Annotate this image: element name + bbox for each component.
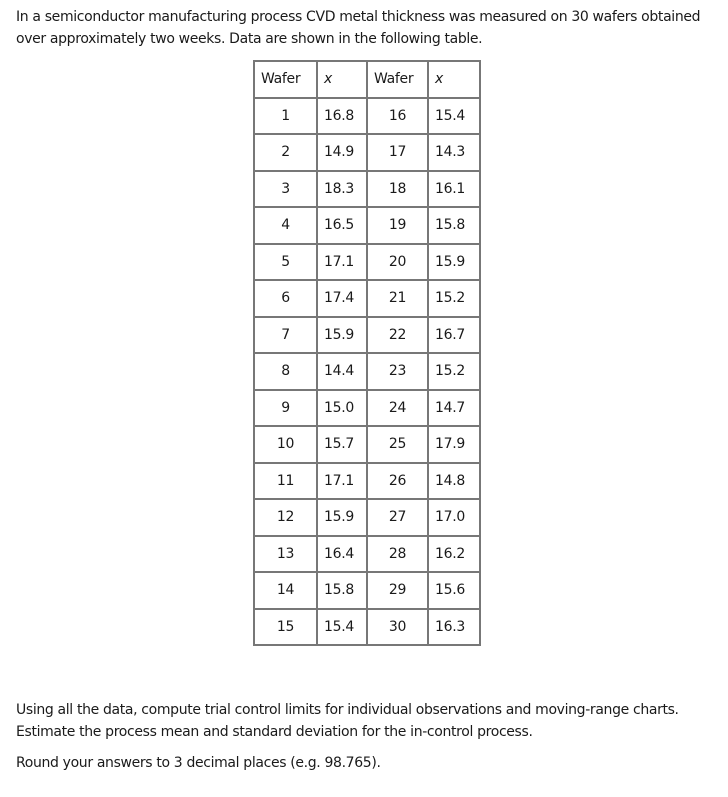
wafer-cell: 20 — [367, 244, 428, 281]
thickness-cell: 15.4 — [317, 609, 367, 646]
wafer-cell: 10 — [254, 426, 317, 463]
thickness-cell: 17.0 — [428, 499, 480, 536]
wafer-cell: 25 — [367, 426, 428, 463]
thickness-cell: 15.0 — [317, 390, 367, 427]
thickness-cell: 15.4 — [428, 98, 480, 135]
rounding-instruction: Round your answers to 3 decimal places (e.g. 98.765). — [16, 755, 381, 771]
table-row — [254, 426, 480, 463]
thickness-cell: 14.3 — [428, 134, 480, 171]
wafer-cell: 7 — [254, 317, 317, 354]
thickness-cell: 14.8 — [428, 463, 480, 500]
table-header-row — [254, 61, 480, 98]
thickness-cell: 17.4 — [317, 280, 367, 317]
thickness-cell: 16.5 — [317, 207, 367, 244]
thickness-cell: 15.9 — [428, 244, 480, 281]
thickness-cell: 15.2 — [428, 280, 480, 317]
header-wafer: Wafer — [254, 61, 317, 98]
table-row — [254, 134, 480, 171]
wafer-cell: 18 — [367, 171, 428, 208]
wafer-data-table — [253, 60, 481, 646]
table-row — [254, 390, 480, 427]
thickness-cell: 16.3 — [428, 609, 480, 646]
table-row — [254, 463, 480, 500]
wafer-cell: 13 — [254, 536, 317, 573]
wafer-cell: 26 — [367, 463, 428, 500]
table-row — [254, 353, 480, 390]
wafer-cell: 9 — [254, 390, 317, 427]
table-row — [254, 98, 480, 135]
thickness-cell: 15.2 — [428, 353, 480, 390]
wafer-cell: 28 — [367, 536, 428, 573]
wafer-cell: 8 — [254, 353, 317, 390]
wafer-cell: 2 — [254, 134, 317, 171]
wafer-cell: 22 — [367, 317, 428, 354]
wafer-cell: 5 — [254, 244, 317, 281]
thickness-cell: 17.9 — [428, 426, 480, 463]
header-wafer: Wafer — [367, 61, 428, 98]
thickness-cell: 17.1 — [317, 463, 367, 500]
thickness-cell: 18.3 — [317, 171, 367, 208]
thickness-cell: 16.7 — [428, 317, 480, 354]
intro-text: In a semiconductor manufacturing process CVD metal thickness was measured on 30 wafers obtained over approximately two weeks. Data are shown in the following table. — [16, 9, 701, 47]
wafer-cell: 29 — [367, 572, 428, 609]
wafer-cell: 3 — [254, 171, 317, 208]
wafer-cell: 19 — [367, 207, 428, 244]
thickness-cell: 15.7 — [317, 426, 367, 463]
wafer-cell: 17 — [367, 134, 428, 171]
wafer-cell: 12 — [254, 499, 317, 536]
wafer-cell: 1 — [254, 98, 317, 135]
wafer-cell: 21 — [367, 280, 428, 317]
table-row — [254, 244, 480, 281]
wafer-cell: 16 — [367, 98, 428, 135]
wafer-cell: 4 — [254, 207, 317, 244]
table-row — [254, 499, 480, 536]
table-row — [254, 171, 480, 208]
table-row — [254, 207, 480, 244]
wafer-cell: 23 — [367, 353, 428, 390]
header-x: x — [317, 61, 367, 98]
thickness-cell: 16.1 — [428, 171, 480, 208]
wafer-cell: 15 — [254, 609, 317, 646]
thickness-cell: 16.4 — [317, 536, 367, 573]
header-x: x — [428, 61, 480, 98]
table-row — [254, 280, 480, 317]
thickness-cell: 14.7 — [428, 390, 480, 427]
thickness-cell: 17.1 — [317, 244, 367, 281]
thickness-cell: 15.9 — [317, 317, 367, 354]
thickness-cell: 15.8 — [428, 207, 480, 244]
wafer-cell: 27 — [367, 499, 428, 536]
question-text: Using all the data, compute trial control limits for individual observations and moving-range charts. Estimate the process mean and standard deviation for the in-control process. — [16, 702, 679, 740]
table-row — [254, 609, 480, 646]
thickness-cell: 15.8 — [317, 572, 367, 609]
wafer-cell: 30 — [367, 609, 428, 646]
thickness-cell: 14.4 — [317, 353, 367, 390]
wafer-cell: 11 — [254, 463, 317, 500]
thickness-cell: 15.9 — [317, 499, 367, 536]
table-row — [254, 572, 480, 609]
thickness-cell: 14.9 — [317, 134, 367, 171]
wafer-cell: 24 — [367, 390, 428, 427]
table-row — [254, 536, 480, 573]
thickness-cell: 15.6 — [428, 572, 480, 609]
wafer-cell: 14 — [254, 572, 317, 609]
thickness-cell: 16.8 — [317, 98, 367, 135]
table-row — [254, 317, 480, 354]
wafer-cell: 6 — [254, 280, 317, 317]
thickness-cell: 16.2 — [428, 536, 480, 573]
